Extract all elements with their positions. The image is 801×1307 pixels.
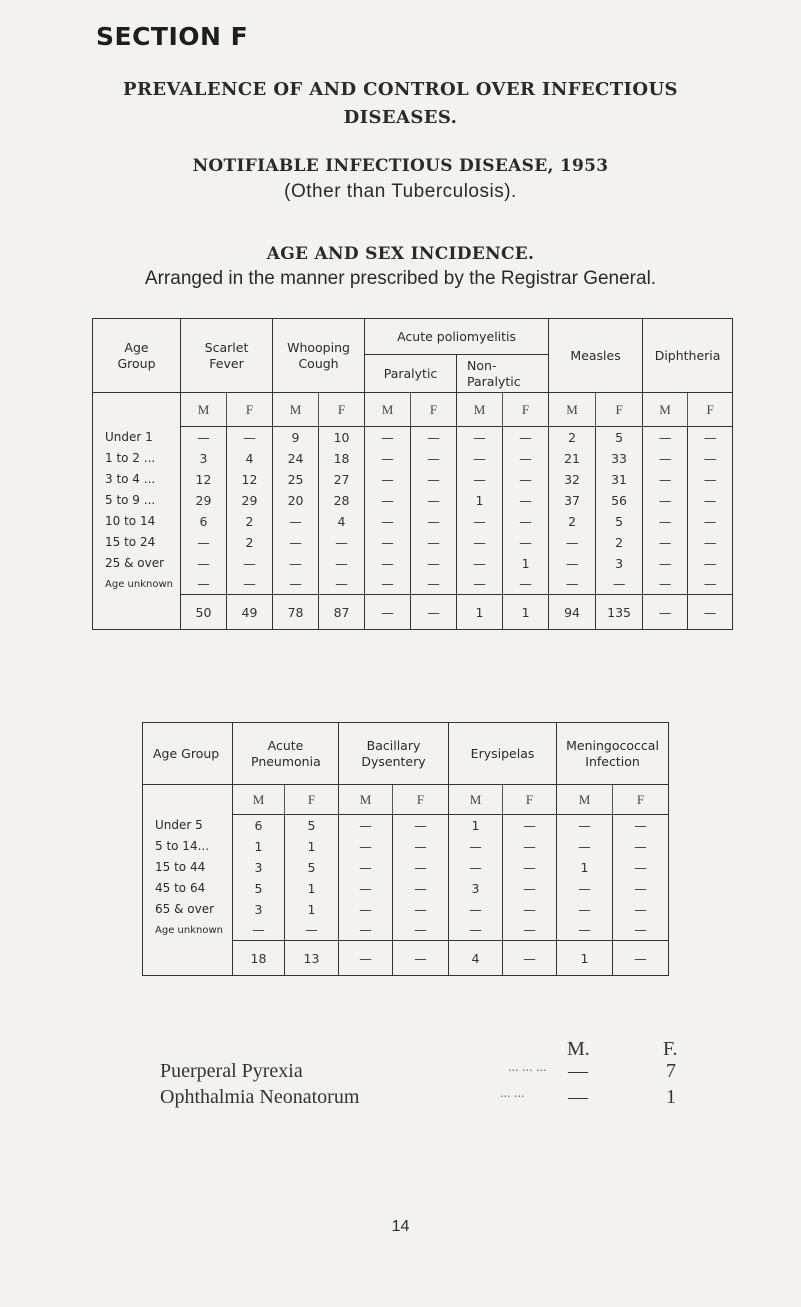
table-cell: — <box>365 490 411 511</box>
total-cell: 87 <box>319 595 365 630</box>
total-cell: — <box>365 595 411 630</box>
table-cell: — <box>181 427 227 448</box>
table-cell: 2 <box>549 511 596 532</box>
table-cell: — <box>643 574 688 595</box>
table-cell: — <box>613 920 669 941</box>
title-line-1: PREVALENCE OF AND CONTROL OVER INFECTIOUS <box>123 79 678 100</box>
female-column-header: F <box>285 785 339 815</box>
table-cell: — <box>411 427 457 448</box>
tail-f-header: F. <box>663 1038 678 1060</box>
table-row <box>93 427 733 448</box>
table-cell: 5 <box>596 511 643 532</box>
table-cell: 1 <box>285 836 339 857</box>
table-cell: — <box>557 920 613 941</box>
table-cell: — <box>503 815 557 836</box>
table-cell: 2 <box>227 511 273 532</box>
total-cell: 78 <box>273 595 319 630</box>
table-cell: — <box>613 899 669 920</box>
table-cell: 33 <box>596 448 643 469</box>
table-cell: — <box>613 815 669 836</box>
table-cell: — <box>365 469 411 490</box>
section-subheading: AGE AND SEX INCIDENCE. <box>266 244 535 264</box>
table-cell: 3 <box>596 553 643 574</box>
tail-m-value: — <box>568 1060 588 1082</box>
table-cell: — <box>643 427 688 448</box>
table-cell: 5 <box>596 427 643 448</box>
total-cell: 50 <box>181 595 227 630</box>
header-scarlet-fever: Scarlet Fever <box>181 319 273 393</box>
female-column-header: F <box>613 785 669 815</box>
table-cell: — <box>457 574 503 595</box>
male-column-header: M <box>643 393 688 427</box>
total-cell: 18 <box>233 941 285 976</box>
age-group-label: 25 & over <box>105 556 165 570</box>
table-cell: 3 <box>233 857 285 878</box>
table-cell: — <box>613 857 669 878</box>
tail-dots: ... ... <box>500 1086 525 1101</box>
total-cell: — <box>503 941 557 976</box>
header-measles: Measles <box>549 319 643 393</box>
header-age-group: Age Group <box>93 319 181 393</box>
table-cell: — <box>181 574 227 595</box>
table-cell: — <box>503 836 557 857</box>
table-cell: — <box>688 553 733 574</box>
table-cell: — <box>411 553 457 574</box>
table-cell: 1 <box>503 553 549 574</box>
table-cell: — <box>503 427 549 448</box>
table-cell: 4 <box>319 511 365 532</box>
page-title <box>0 76 801 132</box>
table-cell: 5 <box>285 857 339 878</box>
table-cell: — <box>411 490 457 511</box>
arrangement-note: Arranged in the manner prescribed by the Registrar General. <box>144 268 657 289</box>
age-group-label: 3 to 4 ... <box>105 472 156 486</box>
table-cell: — <box>549 532 596 553</box>
table-row <box>143 836 669 857</box>
table-cell: — <box>643 553 688 574</box>
mf-blank <box>143 785 233 815</box>
table-cell: — <box>227 427 273 448</box>
female-column-header: F <box>393 785 449 815</box>
table-cell: — <box>411 448 457 469</box>
table-cell: 4 <box>227 448 273 469</box>
table-cell: — <box>181 553 227 574</box>
table-cell: — <box>365 511 411 532</box>
table-cell: 31 <box>596 469 643 490</box>
age-group-label: 45 to 64 <box>155 881 206 895</box>
male-column-header: M <box>557 785 613 815</box>
table-cell: 10 <box>319 427 365 448</box>
tail-dots: ... ... ... <box>508 1060 547 1075</box>
age-group-label: 10 to 14 <box>105 514 156 528</box>
total-cell: 94 <box>549 595 596 630</box>
totals-row <box>93 595 733 630</box>
table-row <box>143 815 669 836</box>
table-cell: — <box>503 920 557 941</box>
total-cell: — <box>613 941 669 976</box>
table-cell: — <box>273 532 319 553</box>
total-cell: — <box>643 595 688 630</box>
table-cell: — <box>449 857 503 878</box>
table-cell: — <box>411 574 457 595</box>
female-column-header: F <box>411 393 457 427</box>
page-number: 14 <box>391 1218 410 1235</box>
table-cell: 2 <box>596 532 643 553</box>
table-cell: 9 <box>273 427 319 448</box>
table-cell: 1 <box>285 899 339 920</box>
female-column-header: F <box>227 393 273 427</box>
male-column-header: M <box>457 393 503 427</box>
table-cell: — <box>688 469 733 490</box>
pneumonia-dysentery-table <box>142 722 669 976</box>
table-cell: — <box>688 490 733 511</box>
header-meningococcal-infection: Meningococcal Infection <box>557 723 669 785</box>
header-whooping-cough: Whooping Cough <box>273 319 365 393</box>
total-cell: 135 <box>596 595 643 630</box>
table-cell: — <box>457 427 503 448</box>
table-cell: — <box>688 532 733 553</box>
header-bacillary-dysentery: Bacillary Dysentery <box>339 723 449 785</box>
table-cell: — <box>449 836 503 857</box>
male-column-header: M <box>449 785 503 815</box>
female-column-header: F <box>503 393 549 427</box>
male-column-header: M <box>181 393 227 427</box>
age-group-label: 15 to 24 <box>105 535 156 549</box>
table-cell: — <box>688 511 733 532</box>
table-cell: 1 <box>285 878 339 899</box>
totals-blank <box>143 941 233 976</box>
total-cell: 13 <box>285 941 339 976</box>
table-cell: 3 <box>181 448 227 469</box>
table-cell: 6 <box>181 511 227 532</box>
table-row <box>93 574 733 595</box>
tail-f-value: 7 <box>666 1060 676 1082</box>
table-cell: — <box>503 878 557 899</box>
header-acute-pneumonia: Acute Pneumonia <box>233 723 339 785</box>
tail-m-value: — <box>568 1086 588 1108</box>
notifiable-disease-table <box>92 318 733 630</box>
table-cell: — <box>643 532 688 553</box>
table-cell: — <box>273 574 319 595</box>
table-cell: — <box>613 836 669 857</box>
table-cell: — <box>411 532 457 553</box>
age-group-label: Age unknown <box>155 924 223 936</box>
table-cell: 28 <box>319 490 365 511</box>
table-row <box>93 448 733 469</box>
tail-label: Ophthalmia Neonatorum <box>160 1086 360 1108</box>
table-cell: 32 <box>549 469 596 490</box>
table-cell: — <box>457 532 503 553</box>
table-cell: — <box>339 899 393 920</box>
male-column-header: M <box>273 393 319 427</box>
table-cell: 21 <box>549 448 596 469</box>
table-cell: 12 <box>181 469 227 490</box>
table-cell: 2 <box>227 532 273 553</box>
table-cell: — <box>503 490 549 511</box>
section-heading: SECTION F <box>96 22 249 51</box>
table-cell: — <box>643 490 688 511</box>
total-cell: — <box>688 595 733 630</box>
table-cell: — <box>596 574 643 595</box>
table-cell: — <box>549 574 596 595</box>
total-cell: 49 <box>227 595 273 630</box>
tail-row-puerperal <box>160 1060 680 1086</box>
table-cell: — <box>339 857 393 878</box>
table-cell: — <box>393 920 449 941</box>
table-cell: 3 <box>449 878 503 899</box>
totals-row <box>143 941 669 976</box>
total-cell: — <box>393 941 449 976</box>
table-cell: — <box>393 899 449 920</box>
table-cell: — <box>233 920 285 941</box>
table-cell: — <box>339 836 393 857</box>
table-cell: — <box>339 815 393 836</box>
table-cell: 1 <box>557 857 613 878</box>
table-cell: — <box>557 899 613 920</box>
table-cell: — <box>457 511 503 532</box>
female-column-header: F <box>319 393 365 427</box>
subtitle-note: (Other than Tuberculosis). <box>284 181 517 202</box>
table-cell: 1 <box>457 490 503 511</box>
table-cell: 18 <box>319 448 365 469</box>
table-cell: 29 <box>227 490 273 511</box>
header-acute-poliomyelitis: Acute poliomyelitis <box>365 319 549 355</box>
male-column-header: M <box>339 785 393 815</box>
table-cell: — <box>411 469 457 490</box>
table-cell: — <box>549 553 596 574</box>
tail-m-header: M. <box>567 1038 590 1060</box>
total-cell: — <box>339 941 393 976</box>
male-column-header: M <box>365 393 411 427</box>
table-cell: 37 <box>549 490 596 511</box>
table-cell: — <box>688 427 733 448</box>
table-cell: — <box>688 448 733 469</box>
table-row <box>143 878 669 899</box>
table-cell: — <box>319 532 365 553</box>
total-cell: 4 <box>449 941 503 976</box>
table-cell: — <box>503 511 549 532</box>
female-column-header: F <box>596 393 643 427</box>
female-column-header: F <box>503 785 557 815</box>
table-cell: — <box>181 532 227 553</box>
table-cell: — <box>449 920 503 941</box>
table-cell: — <box>613 878 669 899</box>
table-cell: 2 <box>549 427 596 448</box>
table-cell: — <box>503 899 557 920</box>
table-cell: — <box>339 920 393 941</box>
table-cell: — <box>393 815 449 836</box>
table-cell: 3 <box>233 899 285 920</box>
subtitle: NOTIFIABLE INFECTIOUS DISEASE, 1953 <box>192 156 609 176</box>
table-cell: — <box>365 553 411 574</box>
age-group-label: 15 to 44 <box>155 860 206 874</box>
table-cell: 29 <box>181 490 227 511</box>
table-cell: — <box>643 448 688 469</box>
table-cell: — <box>449 899 503 920</box>
table-cell: — <box>557 815 613 836</box>
header-diphtheria: Diphtheria <box>643 319 733 393</box>
totals-blank <box>93 595 181 630</box>
table-cell: 5 <box>285 815 339 836</box>
table-cell: — <box>557 836 613 857</box>
total-cell: — <box>411 595 457 630</box>
tail-f-value: 1 <box>666 1086 676 1108</box>
table-row <box>93 532 733 553</box>
tail-row-ophthalmia <box>160 1086 680 1112</box>
table-row <box>93 553 733 574</box>
header-erysipelas: Erysipelas <box>449 723 557 785</box>
age-group-label: Age unknown <box>105 578 173 590</box>
table-cell: — <box>393 878 449 899</box>
header-non-paralytic: Non-Paralytic <box>457 355 549 393</box>
table-cell: 12 <box>227 469 273 490</box>
table-row <box>93 490 733 511</box>
table-cell: — <box>365 532 411 553</box>
table-row <box>93 511 733 532</box>
total-cell: 1 <box>457 595 503 630</box>
table-cell: — <box>688 574 733 595</box>
header-age-group: Age Group <box>143 723 233 785</box>
male-column-header: M <box>233 785 285 815</box>
male-column-header: M <box>549 393 596 427</box>
table-cell: — <box>503 857 557 878</box>
table-cell: — <box>365 574 411 595</box>
age-group-label: 65 & over <box>155 902 215 916</box>
table-cell: — <box>227 574 273 595</box>
table-cell: — <box>411 511 457 532</box>
table-cell: — <box>503 469 549 490</box>
table-cell: 6 <box>233 815 285 836</box>
table-cell: — <box>393 836 449 857</box>
table-cell: — <box>273 511 319 532</box>
table-cell: — <box>273 553 319 574</box>
table-cell: — <box>643 511 688 532</box>
table-cell: — <box>365 448 411 469</box>
table-cell: 56 <box>596 490 643 511</box>
age-group-label: Under 5 <box>155 818 203 832</box>
mf-blank <box>93 393 181 427</box>
total-cell: 1 <box>503 595 549 630</box>
age-group-label: 5 to 9 ... <box>105 493 156 507</box>
female-column-header: F <box>688 393 733 427</box>
table-cell: 20 <box>273 490 319 511</box>
table-row <box>93 469 733 490</box>
tail-label: Puerperal Pyrexia <box>160 1060 303 1082</box>
table-cell: — <box>457 448 503 469</box>
table-cell: — <box>227 553 273 574</box>
table-cell: 1 <box>449 815 503 836</box>
table-cell: — <box>393 857 449 878</box>
table-row <box>143 899 669 920</box>
table-cell: — <box>319 574 365 595</box>
age-group-label: Under 1 <box>105 430 153 444</box>
table-cell: 1 <box>233 836 285 857</box>
table-cell: — <box>319 553 365 574</box>
table-cell: — <box>503 574 549 595</box>
table-cell: — <box>457 469 503 490</box>
table-cell: — <box>339 878 393 899</box>
table-cell: 27 <box>319 469 365 490</box>
table-cell: — <box>365 427 411 448</box>
table-cell: — <box>503 448 549 469</box>
table-cell: — <box>557 878 613 899</box>
table-cell: 24 <box>273 448 319 469</box>
title-line-2: DISEASES. <box>343 107 458 128</box>
table-cell: 5 <box>233 878 285 899</box>
age-group-label: 5 to 14... <box>155 839 210 853</box>
table-cell: 25 <box>273 469 319 490</box>
table-cell: — <box>503 532 549 553</box>
header-paralytic: Paralytic <box>365 355 457 393</box>
table-cell: — <box>457 553 503 574</box>
age-group-label: 1 to 2 ... <box>105 451 156 465</box>
table-cell: — <box>285 920 339 941</box>
table-row <box>143 920 669 941</box>
total-cell: 1 <box>557 941 613 976</box>
table-cell: — <box>643 469 688 490</box>
table-row <box>143 857 669 878</box>
